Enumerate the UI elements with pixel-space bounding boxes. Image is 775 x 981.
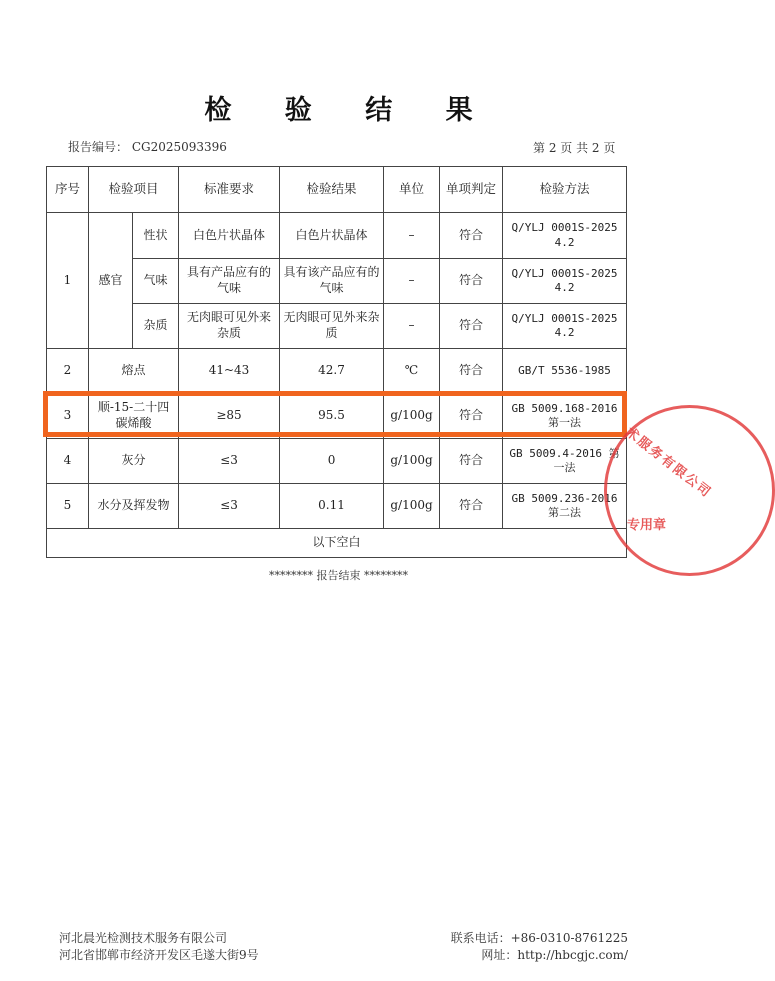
test-result: 42.7: [280, 349, 384, 394]
header-cell: 标准要求: [179, 167, 280, 213]
test-result: 具有该产品应有的气味: [280, 259, 384, 304]
test-method: GB 5009.4-2016 第一法: [503, 439, 627, 484]
row-number: 2: [47, 349, 89, 394]
verdict: 符合: [440, 213, 503, 259]
unit: –: [384, 259, 440, 304]
test-result: 0: [280, 439, 384, 484]
report-end-marker: ******** 报告结束 ********: [269, 569, 408, 582]
test-item: 灰分: [89, 439, 179, 484]
blank-note-row: [47, 529, 627, 558]
header-cell: 检验结果: [280, 167, 384, 213]
row-number: 5: [47, 484, 89, 529]
standard-requirement: ≥85: [179, 394, 280, 439]
page-info: 第 2 页 共 2 页: [533, 141, 616, 155]
test-method: GB 5009.168-2016 第一法: [503, 394, 627, 439]
header-cell: 检验项目: [89, 167, 179, 213]
standard-requirement: ≤3: [179, 484, 280, 529]
verdict: 符合: [440, 439, 503, 484]
footer-company-info: [59, 930, 259, 964]
table-row: [47, 394, 627, 439]
standard-requirement: 白色片状晶体: [179, 213, 280, 259]
report-number: 报告编号： CG2025093396: [68, 140, 227, 154]
table-row: [47, 259, 627, 304]
website-link[interactable]: 网址：http://hbcgjc.com/: [481, 948, 628, 962]
test-result: 95.5: [280, 394, 384, 439]
row-number: 4: [47, 439, 89, 484]
unit: –: [384, 213, 440, 259]
standard-requirement: 无肉眼可见外来杂质: [179, 304, 280, 349]
seal-label: 专用章: [627, 518, 667, 533]
page-title: 检 验 结 果: [204, 95, 495, 126]
company-name: 河北晨光检测技术服务有限公司: [59, 931, 228, 945]
test-method: Q/YLJ 0001S-2025 4.2: [503, 304, 627, 349]
header-cell: 单位: [384, 167, 440, 213]
verdict: 符合: [440, 484, 503, 529]
company-address: 河北省邯郸市经济开发区毛遂大街9号: [59, 948, 259, 962]
standard-requirement: 具有产品应有的气味: [179, 259, 280, 304]
test-item: 熔点: [89, 349, 179, 394]
test-result: 无肉眼可见外来杂质: [280, 304, 384, 349]
unit: g/100g: [384, 394, 440, 439]
verdict: 符合: [440, 304, 503, 349]
row-number: 3: [47, 394, 89, 439]
verdict: 符合: [440, 394, 503, 439]
test-result: 0.11: [280, 484, 384, 529]
test-item: 顺-15-二十四碳烯酸: [89, 394, 179, 439]
verdict: 符合: [440, 349, 503, 394]
header-cell: 单项判定: [440, 167, 503, 213]
table-row: [47, 484, 627, 529]
table-row: [47, 349, 627, 394]
seal-arc-text: 术服务有限公司: [622, 424, 715, 502]
header-cell: 检验方法: [503, 167, 627, 213]
footer-contact-info: [451, 930, 628, 964]
test-method: GB/T 5536-1985: [503, 349, 627, 394]
unit: g/100g: [384, 484, 440, 529]
test-method: GB 5009.236-2016 第二法: [503, 484, 627, 529]
table-row: [47, 439, 627, 484]
verdict: 符合: [440, 259, 503, 304]
item-category: 感官: [89, 213, 133, 349]
test-method: Q/YLJ 0001S-2025 4.2: [503, 213, 627, 259]
contact-phone: 联系电话：+86-0310-8761225: [450, 931, 628, 945]
results-table: [46, 166, 627, 558]
unit: ℃: [384, 349, 440, 394]
unit: –: [384, 304, 440, 349]
table-row: [47, 213, 627, 259]
test-result: 白色片状晶体: [280, 213, 384, 259]
row-number: 1: [47, 213, 89, 349]
unit: g/100g: [384, 439, 440, 484]
table-header-row: [47, 167, 627, 213]
table-row: [47, 304, 627, 349]
sub-item: 气味: [133, 259, 179, 304]
blank-note: 以下空白: [47, 529, 627, 558]
sub-item: 性状: [133, 213, 179, 259]
standard-requirement: ≤3: [179, 439, 280, 484]
sub-item: 杂质: [133, 304, 179, 349]
header-cell: 序号: [47, 167, 89, 213]
test-item: 水分及挥发物: [89, 484, 179, 529]
test-method: Q/YLJ 0001S-2025 4.2: [503, 259, 627, 304]
standard-requirement: 41~43: [179, 349, 280, 394]
official-seal-stamp: [604, 405, 775, 576]
